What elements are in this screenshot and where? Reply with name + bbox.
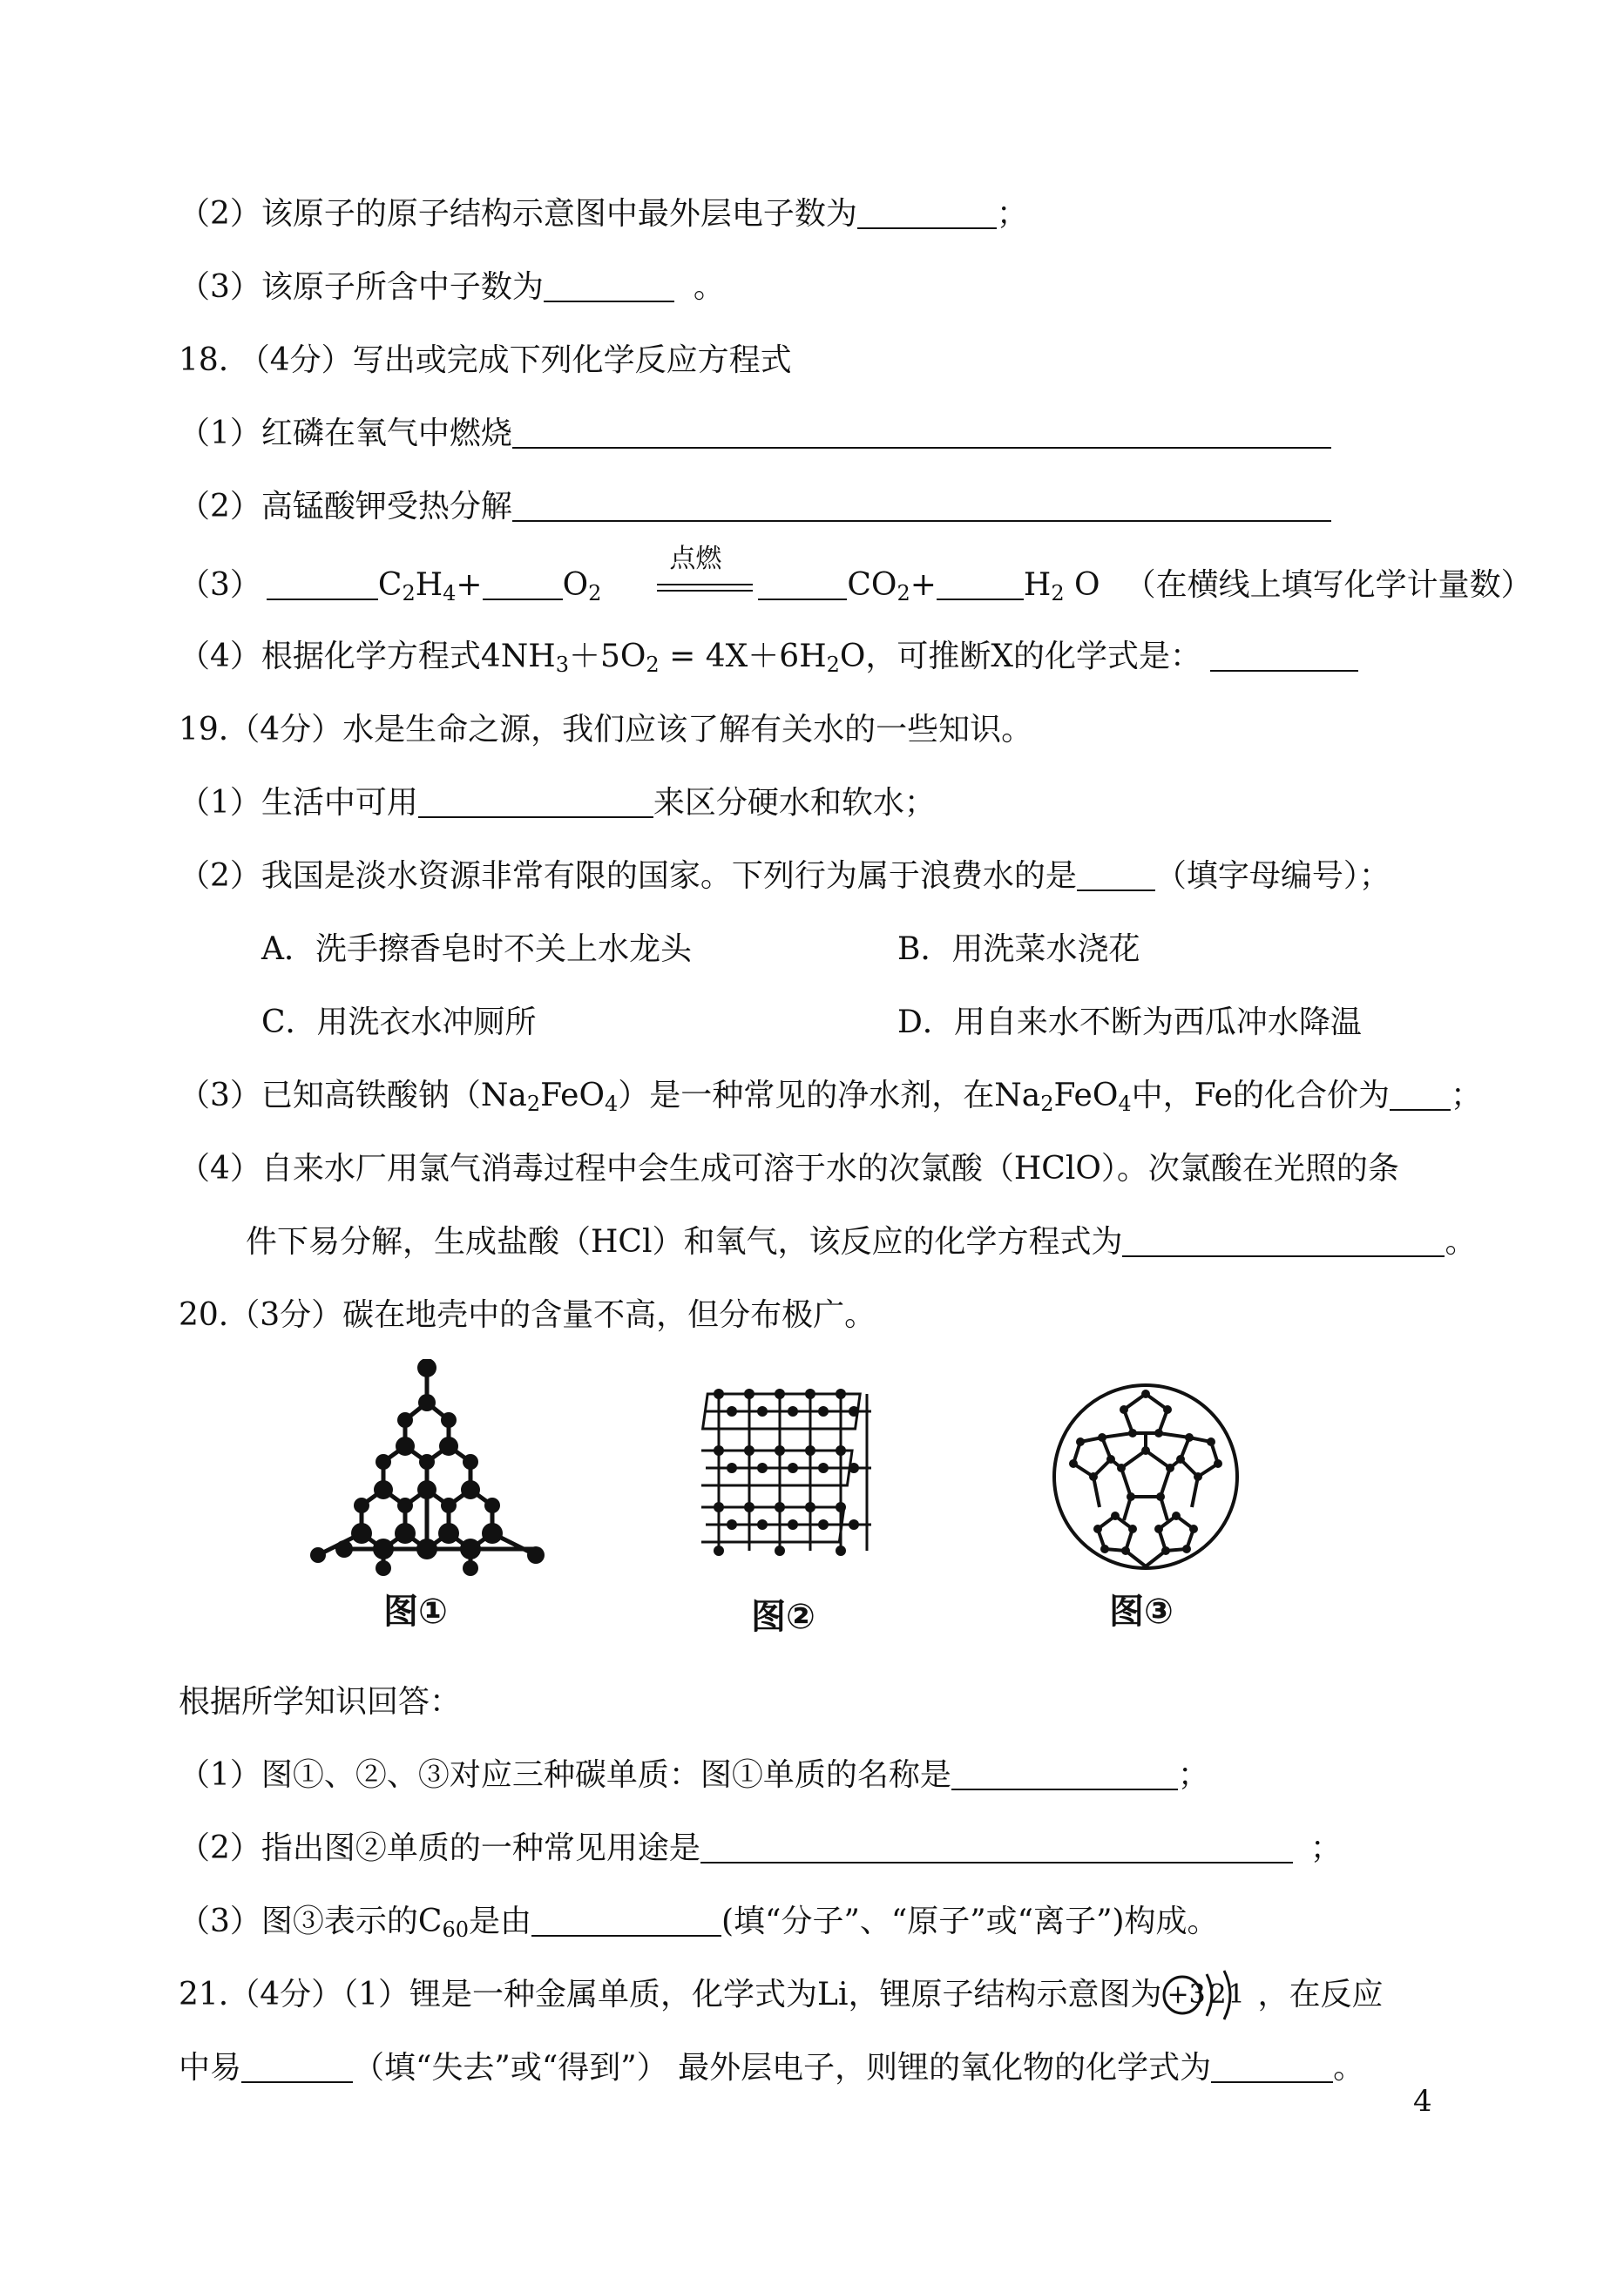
- answer-blank[interactable]: [241, 2052, 353, 2083]
- q19-option-c[interactable]: C．用洗衣水冲厕所: [261, 1004, 537, 1040]
- answer-blank[interactable]: [512, 490, 1331, 522]
- q19-part1: （1）生活中可用 来区分硬水和软水；: [179, 785, 936, 821]
- answer-blank[interactable]: [1390, 1079, 1451, 1111]
- q19-option-b[interactable]: B．用洗菜水浇花: [897, 931, 1140, 967]
- q19-part3: （3）已知高铁酸钠$(Na_2FeO_4)$是一种常见的净水剂，在$Na_2FeO_4$中，Fe的化合价为 ；: [179, 1078, 1482, 1116]
- coefficient-blank[interactable]: [758, 569, 847, 600]
- coefficient-blank[interactable]: [483, 569, 563, 600]
- q19-part2: （2）我国是淡水资源非常有限的国家。下列行为属于浪费水的是 （填字母编号）；: [179, 858, 1391, 894]
- answer-blank[interactable]: [512, 417, 1331, 449]
- q20-intro: 根据所学知识回答：: [179, 1684, 462, 1720]
- diamond-structure-figure: [309, 1359, 562, 1577]
- answer-blank[interactable]: [1210, 640, 1358, 672]
- q18-part1: （1）红磷在氧气中燃烧: [179, 413, 1331, 455]
- q18-title: 18. （4分）写出或完成下列化学反应方程式: [179, 342, 792, 378]
- answer-blank[interactable]: [544, 271, 674, 302]
- q19-option-a[interactable]: A．洗手擦香皂时不关上水龙头: [261, 931, 692, 967]
- graphite-structure-figure: [701, 1376, 876, 1568]
- lithium-atom-diagram: +3 2 1: [1161, 1974, 1257, 2016]
- q18-part2: （2）高锰酸钾受热分解: [179, 486, 1331, 528]
- q17-part2: （2）该原子的原子结构示意图中最外层电子数为 ；: [179, 196, 1028, 232]
- q18-part4: （4）根据化学方程式$4NH_3+5O_2 = 4X+6H_2O$，可推断X的化学式是：: [179, 636, 1358, 686]
- answer-blank[interactable]: [1211, 2052, 1333, 2083]
- answer-blank[interactable]: [418, 787, 653, 818]
- answer-blank[interactable]: [531, 1905, 721, 1937]
- figure-2-caption: 图②: [751, 1597, 815, 1637]
- q19-title: 19.（4分）水是生命之源，我们应该了解有关水的一些知识。: [179, 712, 1033, 747]
- answer-blank[interactable]: [951, 1759, 1178, 1790]
- q19-part4-continued: 件下易分解，生成盐酸（HCl）和氧气，该反应的化学方程式为 。: [246, 1224, 1477, 1260]
- answer-blank[interactable]: [1077, 860, 1155, 891]
- coefficient-blank[interactable]: [267, 569, 378, 600]
- c60-structure-figure: [1045, 1376, 1246, 1577]
- q18-part3-equation: （3） $C_2H_4+ O_2$ 点燃 $CO_2+ H_2$ O （在横线上填写化学计量数）: [179, 544, 1533, 605]
- q20-part3: （3）图③表示的$C_{60}$是由 (填“分子”、“原子”或“离子”)构成。: [179, 1904, 1219, 1942]
- figure-3-caption: 图③: [1109, 1592, 1174, 1632]
- q19-option-d[interactable]: D．用自来水不断为西瓜冲水降温: [897, 1004, 1362, 1040]
- answer-blank[interactable]: [700, 1832, 1293, 1863]
- q19-part4: （4）自来水厂用氯气消毒过程中会生成可溶于水的次氯酸（HClO）。次氯酸在光照的条: [179, 1151, 1399, 1187]
- coefficient-blank[interactable]: [937, 569, 1024, 600]
- q20-title: 20.（3分）碳在地壳中的含量不高，但分布极广。: [179, 1297, 876, 1333]
- q20-part2: （2）指出图②单质的一种常见用途是 ；: [179, 1830, 1342, 1866]
- q20-part1: （1）图①、②、③对应三种碳单质：图①单质的名称是 ；: [179, 1757, 1209, 1793]
- q17-part3: （3）该原子所含中子数为 。: [179, 269, 725, 305]
- page-number: 4: [1413, 2084, 1432, 2119]
- answer-blank[interactable]: [1122, 1226, 1445, 1257]
- answer-blank[interactable]: [857, 198, 997, 229]
- q21-line2: 中易 （填“失去”或“得到”） 最外层电子，则锂的氧化物的化学式为 。: [179, 2050, 1365, 2086]
- q21-line1: 21.（4分）（1）锂是一种金属单质，化学式为Li，锂原子结构示意图为 +3 2 1 ，在反应: [179, 1974, 1384, 2016]
- equals-sign: [657, 584, 753, 592]
- reaction-condition: 点燃: [601, 565, 758, 599]
- figure-1-caption: 图①: [383, 1592, 448, 1632]
